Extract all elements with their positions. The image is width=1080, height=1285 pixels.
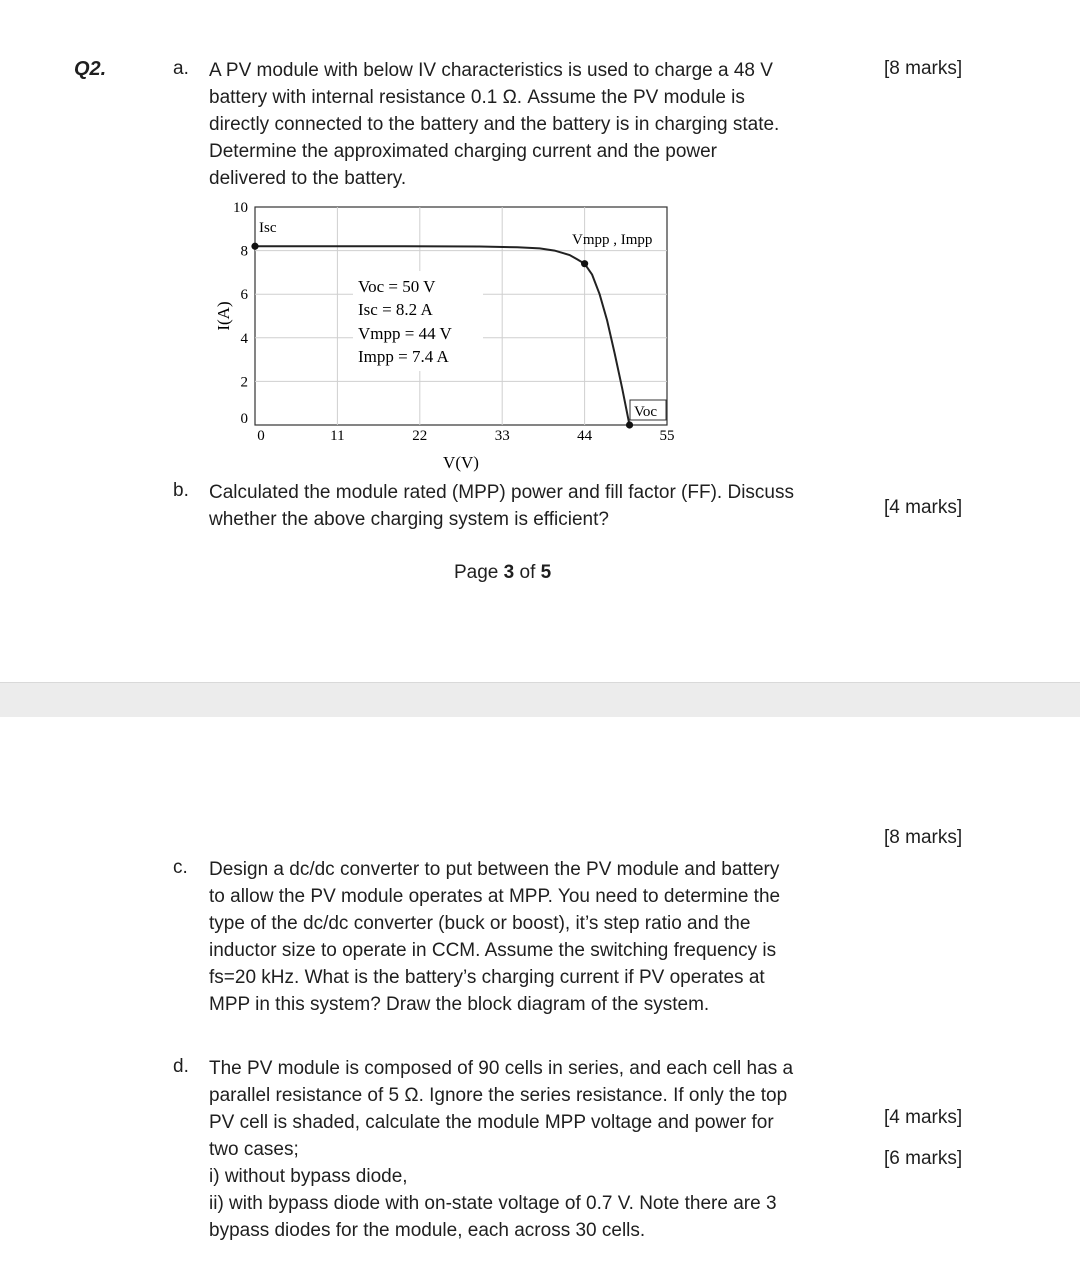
part-b-marks: [4 marks] <box>884 497 963 518</box>
point-voc <box>626 421 633 428</box>
voc-annotation: Voc = 50 V <box>358 277 436 296</box>
part-a-marks: [8 marks] <box>884 58 963 79</box>
voc-label: Voc <box>634 404 658 420</box>
x-tick-label: 33 <box>494 428 510 444</box>
y-tick-label: 6 <box>240 287 248 304</box>
y-tick-label: 4 <box>240 330 248 347</box>
isc-label: Isc <box>259 220 277 236</box>
x-tick-labels <box>257 428 674 444</box>
point-isc <box>251 243 258 250</box>
page-footer <box>454 562 551 584</box>
y-tick-labels <box>233 200 249 427</box>
y-tick-label: 0 <box>240 411 248 427</box>
part-b-text: Calculated the module rated (MPP) power and fill factor (FF). Discuss whether the above charging system is efficient? <box>209 482 794 530</box>
part-a-text: A PV module with below IV characteristics is used to charge a 48 V battery with internal resistance 0.1 Ω. Assume the PV module is directly connected to the battery and the battery is in charging state. Determine the approximated charging current and the power delivered to the battery. <box>209 60 780 189</box>
y-tick-label: 2 <box>240 374 248 391</box>
iv-chart <box>205 195 685 475</box>
impp-annotation: Impp = 7.4 A <box>358 347 449 366</box>
part-a-letter: a. <box>173 58 189 79</box>
footer-total-pages: 5 <box>540 562 552 583</box>
part-c-text: Design a dc/dc converter to put between the PV module and battery to allow the PV module operates at MPP. You need to determine the type of the dc/dc converter (buck or boost), it’s step ratio and the inductor size to operate in CCM. Assume the switching frequency is fs=20 kHz. What is the battery’s charging current if PV operates at MPP in this system? Draw the block diagram of the system. <box>209 859 781 1015</box>
x-tick-label: 11 <box>330 428 345 444</box>
mpp-label: Vmpp , Impp <box>572 232 653 248</box>
x-tick-label: 0 <box>257 428 265 444</box>
part-c-marks: [8 marks] <box>884 827 963 848</box>
x-tick-label: 44 <box>577 428 593 444</box>
isc-annotation: Isc = 8.2 A <box>358 300 433 319</box>
part-d-text: The PV module is composed of 90 cells in series, and each cell has a parallel resistance of 5 Ω. Ignore the series resistance. If only the top PV cell is shaded, calculate the module MPP voltage and power for two cases; i) without bypass diode, ii) with bypass diode with on-state voltage of 0.7 V. Note there are 3 bypass diodes for the module, each across 30 cells. <box>209 1058 794 1241</box>
page-separator <box>0 682 1080 718</box>
x-tick-label: 55 <box>659 428 675 444</box>
part-c-letter: c. <box>173 857 188 878</box>
footer-prefix: Page <box>454 562 504 583</box>
y-tick-label: 8 <box>240 243 248 260</box>
part-b-letter: b. <box>173 480 189 501</box>
part-d-marks-i: [4 marks] <box>884 1107 963 1128</box>
y-axis-label: I(A) <box>214 301 233 331</box>
parameters-box <box>353 271 483 371</box>
part-d-letter: d. <box>173 1056 189 1077</box>
vmpp-annotation: Vmpp = 44 V <box>358 324 452 343</box>
y-tick-label: 10 <box>233 200 248 216</box>
x-axis-label: V(V) <box>443 453 479 472</box>
footer-current-page: 3 <box>503 562 515 583</box>
point-vmpp-impp <box>581 260 588 267</box>
footer-middle: of <box>514 562 541 583</box>
question-number: Q2. <box>74 58 107 80</box>
part-d-marks-ii: [6 marks] <box>884 1148 963 1169</box>
x-tick-label: 22 <box>412 428 428 444</box>
